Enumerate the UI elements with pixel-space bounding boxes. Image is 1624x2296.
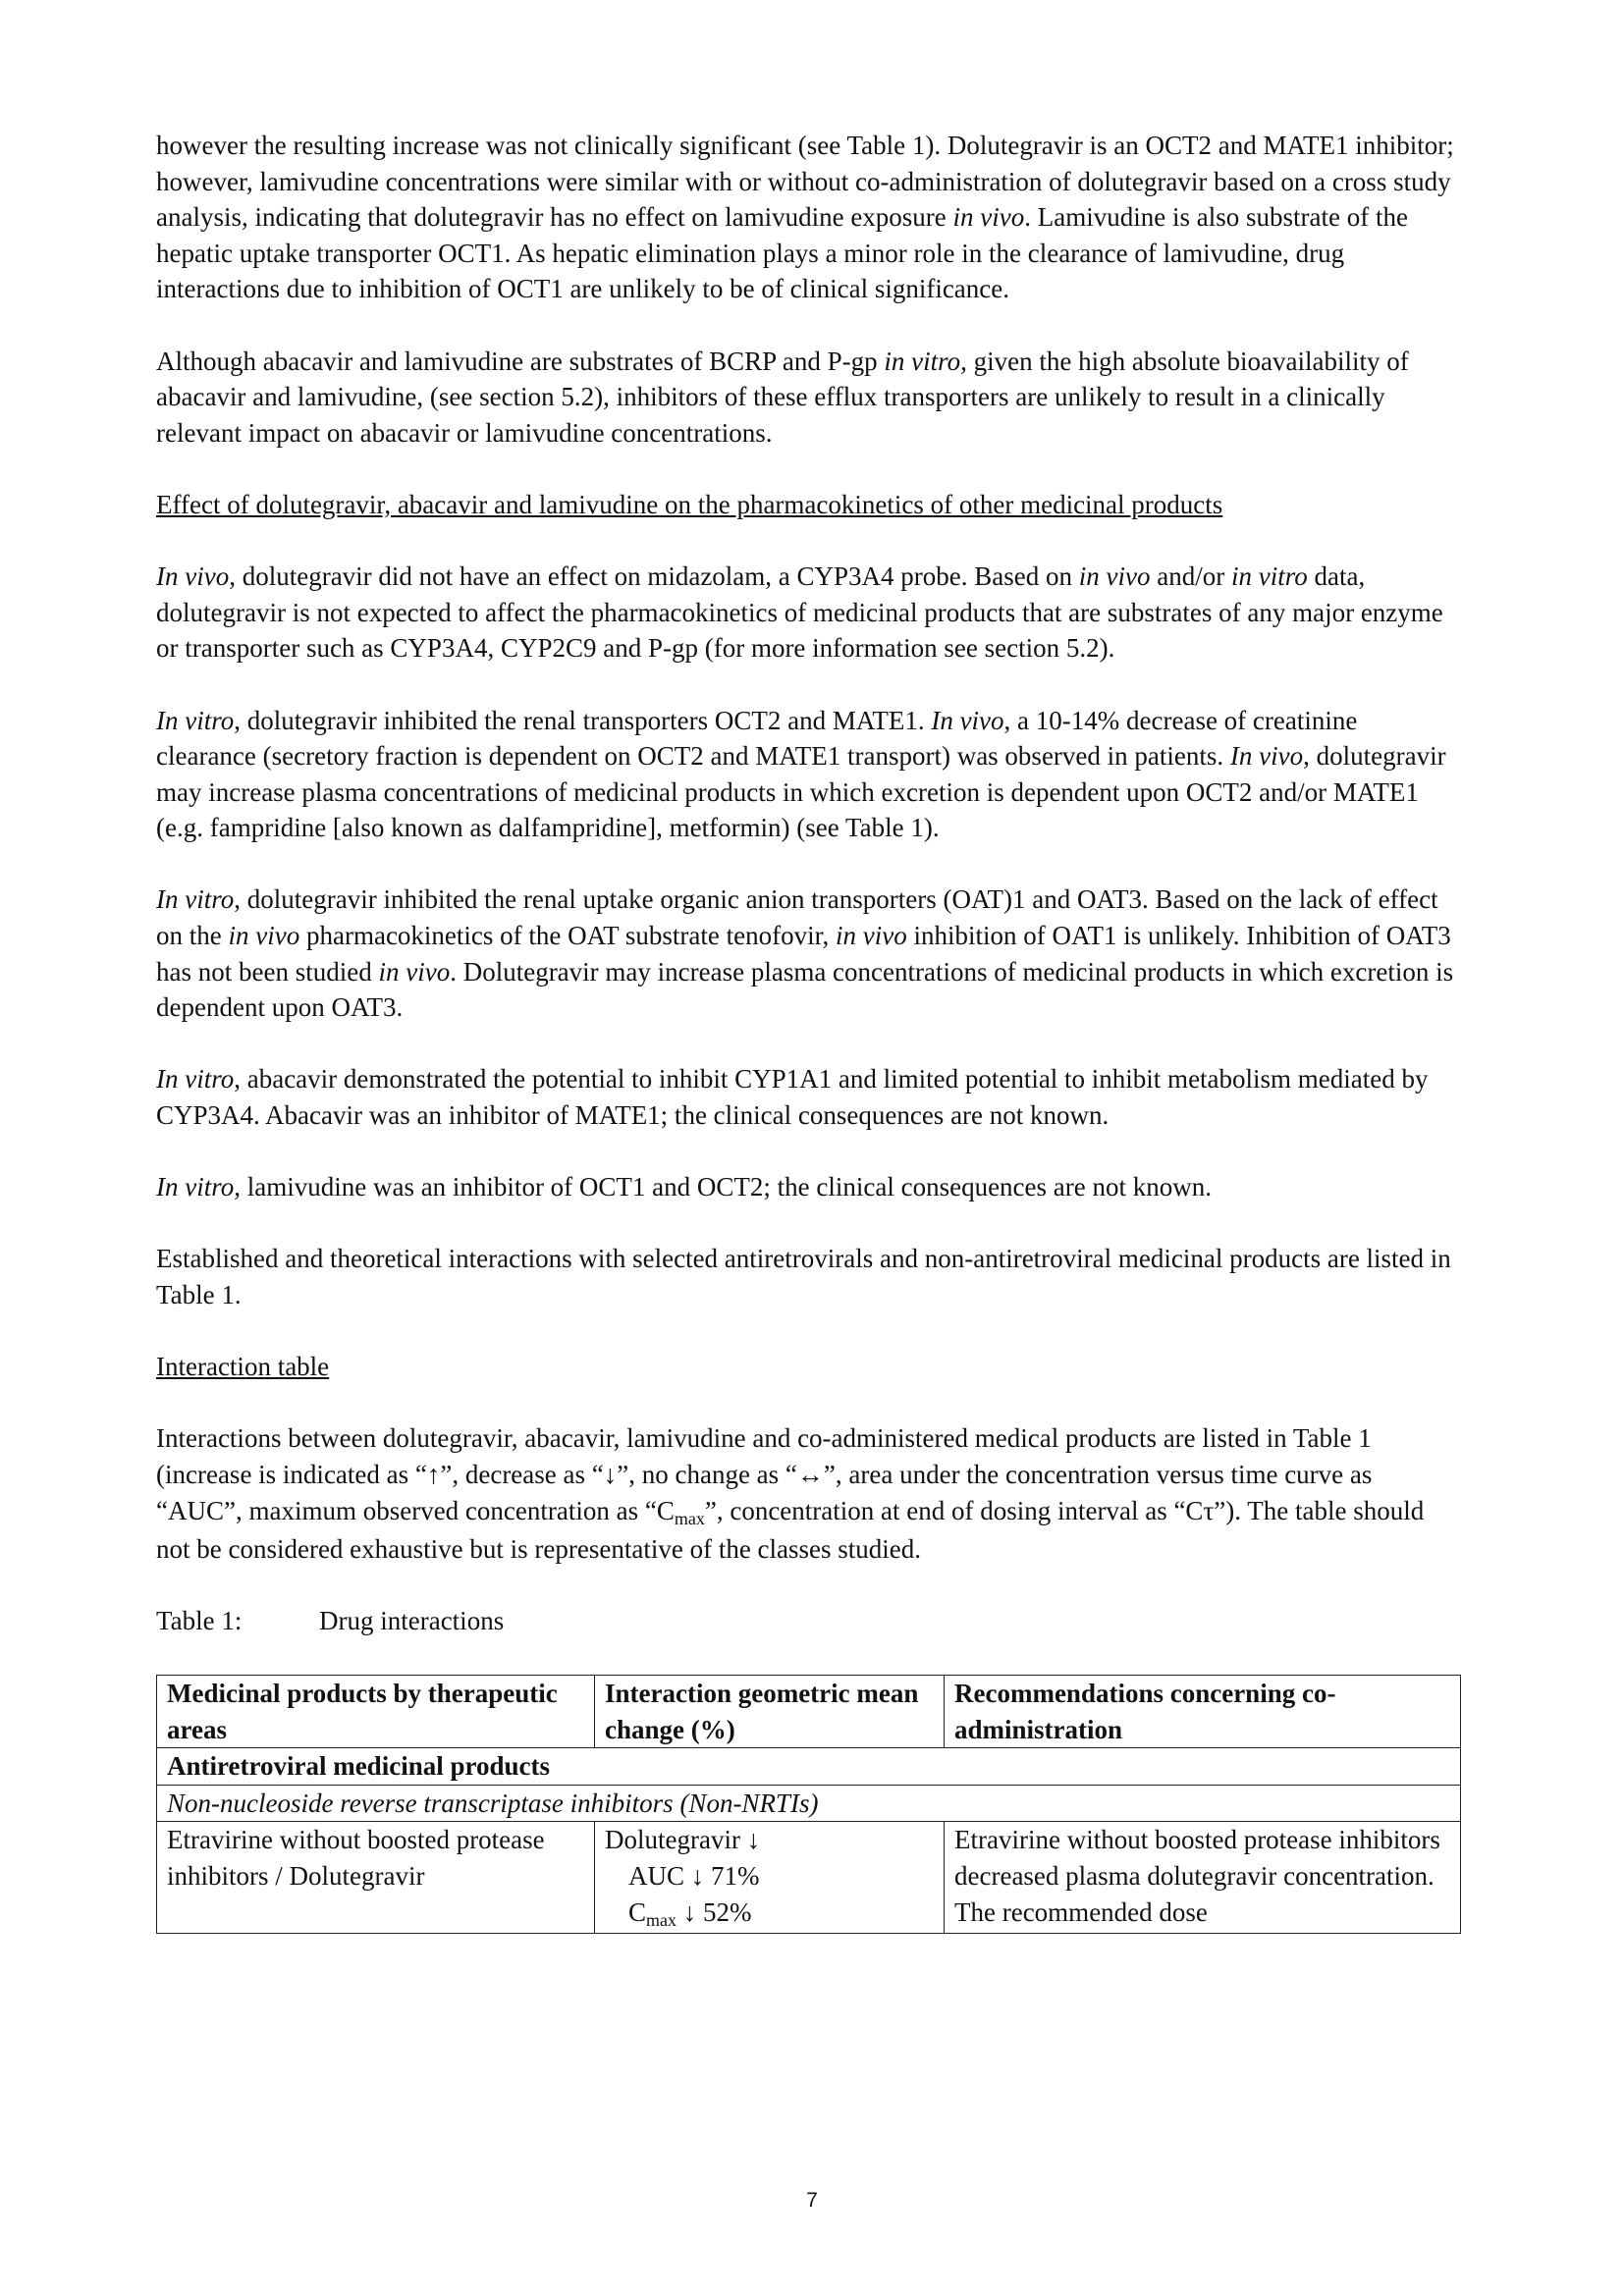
table-row bbox=[157, 1822, 1461, 1934]
text-run-italic: In vitro bbox=[156, 705, 235, 735]
text-run: inhibition of OAT1 is unlikely. Inhibition of OAT3 has not been studied bbox=[156, 921, 1451, 987]
section-heading-effect-on-others: Effect of dolutegravir, abacavir and lamivudine on the pharmacokinetics of other medicinal products bbox=[156, 489, 1223, 519]
text-run: . Lamivudine is also substrate of the hepatic uptake transporter OCT1. As hepatic elimination plays a minor role in the clearance of lamivudine, drug interactions due to inhibition of OCT1 are unlikely to be of clinical significance. bbox=[156, 202, 1408, 304]
text-run: pharmacokinetics of the OAT substrate tenofovir, bbox=[299, 921, 837, 951]
text-run: Although abacavir and lamivudine are substrates of BCRP and P-gp bbox=[156, 346, 885, 376]
header-interaction-change: Interaction geometric mean change (%) bbox=[595, 1675, 945, 1747]
subscript: max bbox=[674, 1508, 705, 1528]
paragraph-bcrp-pgp bbox=[156, 344, 1462, 452]
text-run: lamivudine was an inhibitor of OCT1 and OCT2; the clinical consequences are not known. bbox=[240, 1172, 1212, 1202]
text-run-italic: in vivo bbox=[228, 921, 300, 951]
paragraph-abacavir-cyp bbox=[156, 1061, 1462, 1133]
header-recommendations: Recommendations concerning co-administration bbox=[945, 1675, 1461, 1747]
cell-interaction bbox=[595, 1822, 945, 1934]
text-run: Interactions between dolutegravir, abacavir, lamivudine and co-administered medical products are listed in Table 1 (increase is indicated as “↑”, decrease as “↓”, no change as “↔”, area under the concentration versus time curve as “AUC”, maximum observed concentration as “C bbox=[156, 1423, 1373, 1525]
table-subsection-row bbox=[157, 1785, 1461, 1822]
table-header-row bbox=[157, 1675, 1461, 1747]
text-run: data, dolutegravir is not expected to affect the pharmacokinetics of medicinal products that are substrates of any major enzyme or transporter such as CYP3A4, CYP2C9 and P-gp (for more information see section 5.2). bbox=[156, 561, 1443, 664]
table-caption bbox=[156, 1603, 1462, 1639]
page-number: 7 bbox=[806, 2189, 818, 2212]
text-run: , dolutegravir inhibited the renal transporters OCT2 and MATE1. bbox=[234, 705, 932, 735]
interaction-cmax bbox=[605, 1895, 934, 1934]
text-run: , given the high absolute bioavailability of abacavir and lamivudine, (see section 5.2), inhibitors of these efflux transporters are unlikely to result in a clinically relevant impact on abacavir or lamivudine concentrations. bbox=[156, 346, 1409, 448]
text-run-italic: in vitro bbox=[1230, 561, 1308, 592]
cell-drug: Etravirine without boosted protease inhibitors / Dolutegravir bbox=[157, 1822, 595, 1934]
subsection-nnrti: Non-nucleoside reverse transcriptase inhibitors (Non-NRTIs) bbox=[157, 1785, 1461, 1822]
subscript: max bbox=[646, 1909, 677, 1930]
text-run: however the resulting increase was not clinically significant (see Table 1). Dolutegravir is an OCT2 and MATE1 inhibitor; however, lamivudine concentrations were similar with or without co-administration of dolutegravir based on a cross study analysis, indicating that dolutegravir has no effect on lamivudine exposure bbox=[156, 131, 1454, 233]
text-run: , dolutegravir inhibited the renal uptake organic anion transporters (OAT)1 and OAT3. Based on the lack of effect on the bbox=[156, 884, 1438, 951]
text-run: C bbox=[628, 1896, 647, 1927]
text-run-italic: In vitro bbox=[156, 1064, 235, 1095]
text-run-italic: in vivo bbox=[952, 202, 1025, 233]
paragraph-midazolam bbox=[156, 559, 1462, 667]
text-run-italic: in vivo bbox=[378, 956, 451, 987]
text-run-italic: In vivo bbox=[931, 705, 1004, 735]
paragraph-transporter-oct bbox=[156, 128, 1462, 307]
interaction-auc: AUC ↓ 71% bbox=[628, 1860, 760, 1891]
text-run: , abacavir demonstrated the potential to inhibit CYP1A1 and limited potential to inhibit metabolism mediated by CYP3A4. Abacavir was an inhibitor of MATE1; the clinical consequences are not known. bbox=[156, 1064, 1429, 1131]
text-run: ↓ 52% bbox=[677, 1896, 752, 1927]
text-run-italic: in vitro bbox=[884, 346, 961, 376]
text-run-italic: In vivo bbox=[156, 561, 230, 592]
paragraph-oct2-mate1 bbox=[156, 703, 1462, 846]
document-page bbox=[156, 128, 1462, 1934]
text-run: , a 10-14% decrease of creatinine clearance (secretory fraction is dependent on OCT2 and MATE1 transport) was observed in patients. bbox=[156, 705, 1358, 772]
header-therapeutic-areas: Medicinal products by therapeutic areas bbox=[157, 1675, 595, 1747]
interaction-line: Dolutegravir ↓ bbox=[605, 1825, 761, 1855]
table-label: Table 1: bbox=[156, 1606, 243, 1636]
text-run: , dolutegravir did not have an effect on midazolam, a CYP3A4 probe. Based on bbox=[229, 561, 1079, 592]
section-heading-interaction-table: Interaction table bbox=[156, 1352, 330, 1382]
text-run-italic: In vivo bbox=[1229, 741, 1304, 772]
text-run: ”, concentration at end of dosing interval as “Cτ”). The table should not be considered exhaustive but is representative of the classes studied. bbox=[156, 1495, 1425, 1565]
paragraph-table-legend bbox=[156, 1420, 1462, 1567]
table-section-row bbox=[157, 1748, 1461, 1786]
text-run: . Dolutegravir may increase plasma concentrations of medicinal products in which excretion is dependent upon OAT3. bbox=[156, 956, 1454, 1023]
paragraph-oat bbox=[156, 881, 1462, 1025]
table-title: Drug interactions bbox=[319, 1606, 505, 1636]
text-run: , dolutegravir may increase plasma concentrations of medicinal products in which excretion is dependent upon OCT2 and/or MATE1 (e.g. fampridine [also known as dalfampridine], metformin) (see Table 1). bbox=[156, 741, 1446, 843]
paragraph-lamivudine-oct bbox=[156, 1169, 1462, 1205]
text-run-italic: In vitro bbox=[156, 884, 235, 915]
cell-recommendation: Etravirine without boosted protease inhibitors decreased plasma dolutegravir concentration. The recommended dose bbox=[945, 1822, 1461, 1934]
text-run-italic: in vivo bbox=[836, 921, 907, 951]
text-run-italic: in vivo bbox=[1078, 561, 1151, 592]
section-antiretroviral: Antiretroviral medicinal products bbox=[157, 1748, 1461, 1786]
text-run-italic: In vitro, bbox=[156, 1172, 241, 1202]
text-run: and/or bbox=[1150, 561, 1231, 592]
drug-interactions-table bbox=[156, 1675, 1461, 1934]
paragraph-established-interactions: Established and theoretical interactions with selected antiretrovirals and non-antiretroviral medicinal products are listed in Table 1. bbox=[156, 1244, 1451, 1309]
